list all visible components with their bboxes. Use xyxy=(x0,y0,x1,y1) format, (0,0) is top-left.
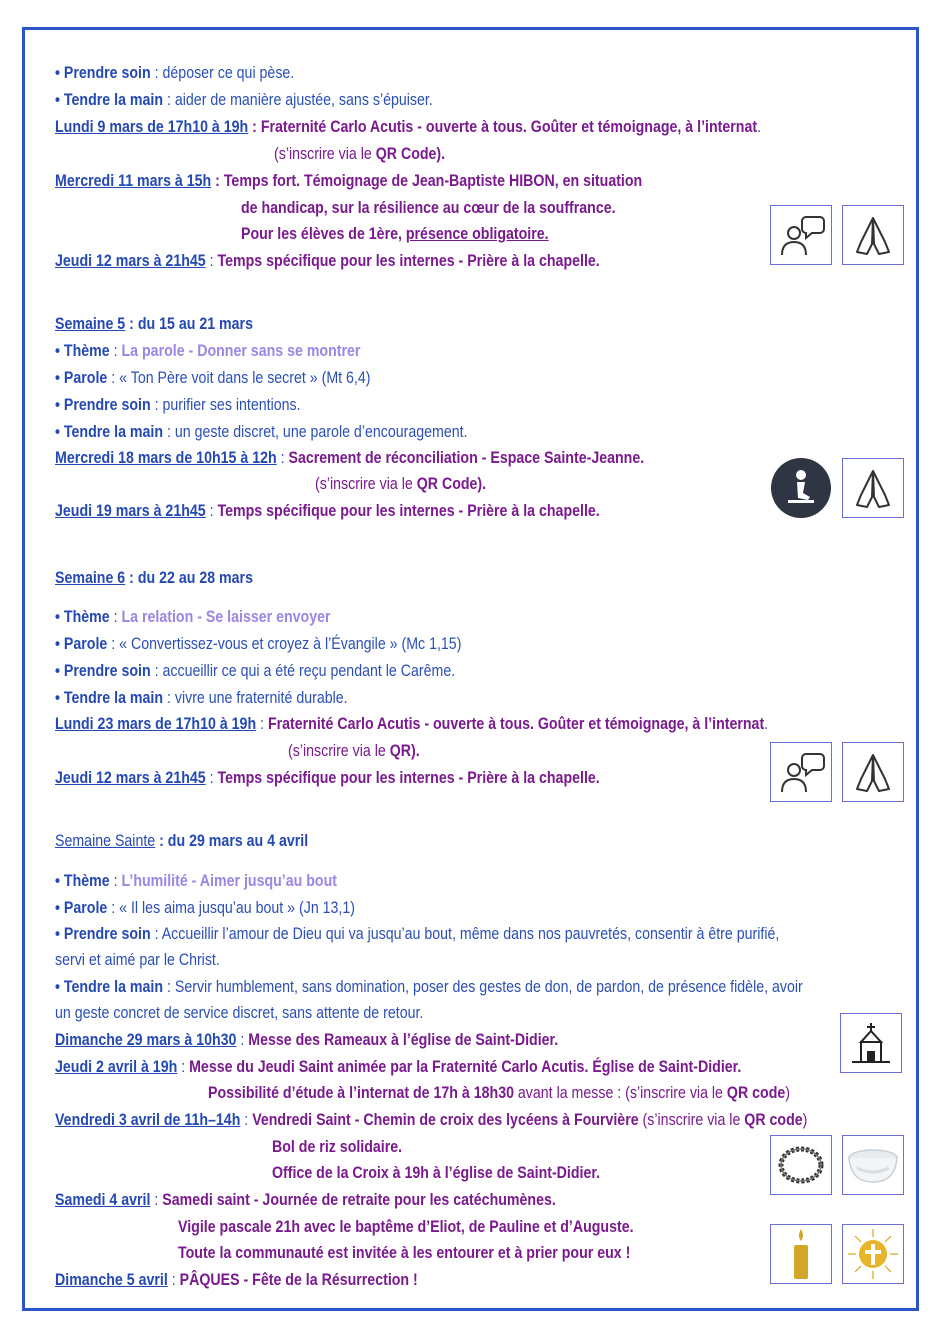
holy-day2: Jeudi 2 avril à 19h : Messe du Jeudi Saint animée par la Fraternité Carlo Acutis. Église de Saint-Didier. xyxy=(55,1058,742,1076)
care-line: • Prendre soin : déposer ce qui pèse. xyxy=(55,64,295,82)
event-lundi-9: Lundi 9 mars de 17h10 à 19h : Fraternité Carlo Acutis - ouverte à tous. Goûter et témoignage, à l’internat. xyxy=(55,118,762,136)
week5-event1: Mercredi 18 mars de 10h15 à 12h : Sacrement de réconciliation - Espace Sainte-Jeanne. xyxy=(55,449,645,467)
holy-care-l2: servi et aimé par le Christ. xyxy=(55,951,220,969)
week5-hand: • Tendre la main : un geste discret, une parole d’encouragement. xyxy=(55,423,468,441)
cross-icon xyxy=(842,1224,904,1284)
crown-of-thorns-icon xyxy=(770,1135,832,1195)
holy-day4: Samedi 4 avril : Samedi saint - Journée de retraite pour les catéchumènes. xyxy=(55,1191,556,1209)
holy-day3: Vendredi 3 avril de 11h–14h : Vendredi Saint - Chemin de croix des lycéens à Fourvière (s’inscrire via le QR code) xyxy=(55,1111,808,1129)
week5-care: • Prendre soin : purifier ses intentions. xyxy=(55,396,301,414)
holy-day2-l2: Possibilité d’étude à l’internat de 17h à 18h30 avant la messe : (s’inscrire via le QR code) xyxy=(208,1084,790,1102)
rice-bowl-icon xyxy=(842,1135,904,1195)
praying-hands-icon xyxy=(842,458,904,518)
event-mercredi-11: Mercredi 11 mars à 15h : Temps fort. Témoignage de Jean-Baptiste HIBON, en situation xyxy=(55,172,643,190)
event-lundi-9-signup: (s’inscrire via le QR Code). xyxy=(274,145,446,163)
event-jeudi-12: Jeudi 12 mars à 21h45 : Temps spécifique pour les internes - Prière à la chapelle. xyxy=(55,252,600,270)
week5-title: Semaine 5 : du 15 au 21 mars xyxy=(55,315,253,333)
week5-event1-signup: (s’inscrire via le QR Code). xyxy=(315,475,487,493)
holy-care: • Prendre soin : Accueillir l’amour de Dieu qui va jusqu’au bout, même dans nos pauvretés, consentir à être purifié, xyxy=(55,925,780,943)
church-icon xyxy=(840,1013,902,1073)
holy-day1: Dimanche 29 mars à 10h30 : Messe des Rameaux à l’église de Saint-Didier. xyxy=(55,1031,559,1049)
kneeling-person-icon xyxy=(770,458,832,518)
speech-person-icon xyxy=(770,205,832,265)
holy-hand-l2: un geste concret de service discret, sans attente de retour. xyxy=(55,1004,424,1022)
week6-event1: Lundi 23 mars de 17h10 à 19h : Fraternité Carlo Acutis - ouverte à tous. Goûter et témoignage, à l’internat. xyxy=(55,715,769,733)
week6-event1-signup: (s’inscrire via le QR). xyxy=(288,742,420,760)
week6-title: Semaine 6 : du 22 au 28 mars xyxy=(55,569,253,587)
holy-day5: Dimanche 5 avril : PÂQUES - Fête de la Résurrection ! xyxy=(55,1271,418,1289)
holy-word: • Parole : « Il les aima jusqu’au bout » (Jn 13,1) xyxy=(55,899,356,917)
week5-word: • Parole : « Ton Père voit dans le secret » (Mt 6,4) xyxy=(55,369,371,387)
week5-event2: Jeudi 19 mars à 21h45 : Temps spécifique pour les internes - Prière à la chapelle. xyxy=(55,502,600,520)
candle-icon xyxy=(770,1224,832,1284)
holy-week-title: Semaine Sainte : du 29 mars au 4 avril xyxy=(55,832,309,850)
week6-word: • Parole : « Convertissez-vous et croyez à l’Évangile » (Mc 1,15) xyxy=(55,635,462,653)
holy-day4-l3: Toute la communauté est invitée à les entourer et à prier pour eux ! xyxy=(178,1244,631,1262)
week6-hand: • Tendre la main : vivre une fraternité durable. xyxy=(55,689,348,707)
week6-care: • Prendre soin : accueillir ce qui a été reçu pendant le Carême. xyxy=(55,662,456,680)
event-mercredi-11-l2: de handicap, sur la résilience au cœur de la souffrance. xyxy=(241,199,616,217)
holy-day4-l2: Vigile pascale 21h avec le baptême d’Eliot, de Pauline et d’Auguste. xyxy=(178,1218,634,1236)
hand-line: • Tendre la main : aider de manière ajustée, sans s’épuiser. xyxy=(55,91,433,109)
week6-event2: Jeudi 12 mars à 21h45 : Temps spécifique pour les internes - Prière à la chapelle. xyxy=(55,769,600,787)
holy-theme: • Thème : L’humilité - Aimer jusqu’au bout xyxy=(55,872,337,890)
praying-hands-icon xyxy=(842,205,904,265)
week5-theme: • Thème : La parole - Donner sans se montrer xyxy=(55,342,361,360)
holy-day3-l2: Bol de riz solidaire. xyxy=(272,1138,403,1156)
speech-person-icon xyxy=(770,742,832,802)
praying-hands-icon xyxy=(842,742,904,802)
event-mercredi-11-l3: Pour les élèves de 1ère, présence obligatoire. xyxy=(241,225,549,243)
holy-day3-l3: Office de la Croix à 19h à l’église de Saint-Didier. xyxy=(272,1164,601,1182)
week6-theme: • Thème : La relation - Se laisser envoyer xyxy=(55,608,331,626)
holy-hand: • Tendre la main : Servir humblement, sans domination, poser des gestes de don, de pardon, de présence fidèle, avoir xyxy=(55,978,803,996)
